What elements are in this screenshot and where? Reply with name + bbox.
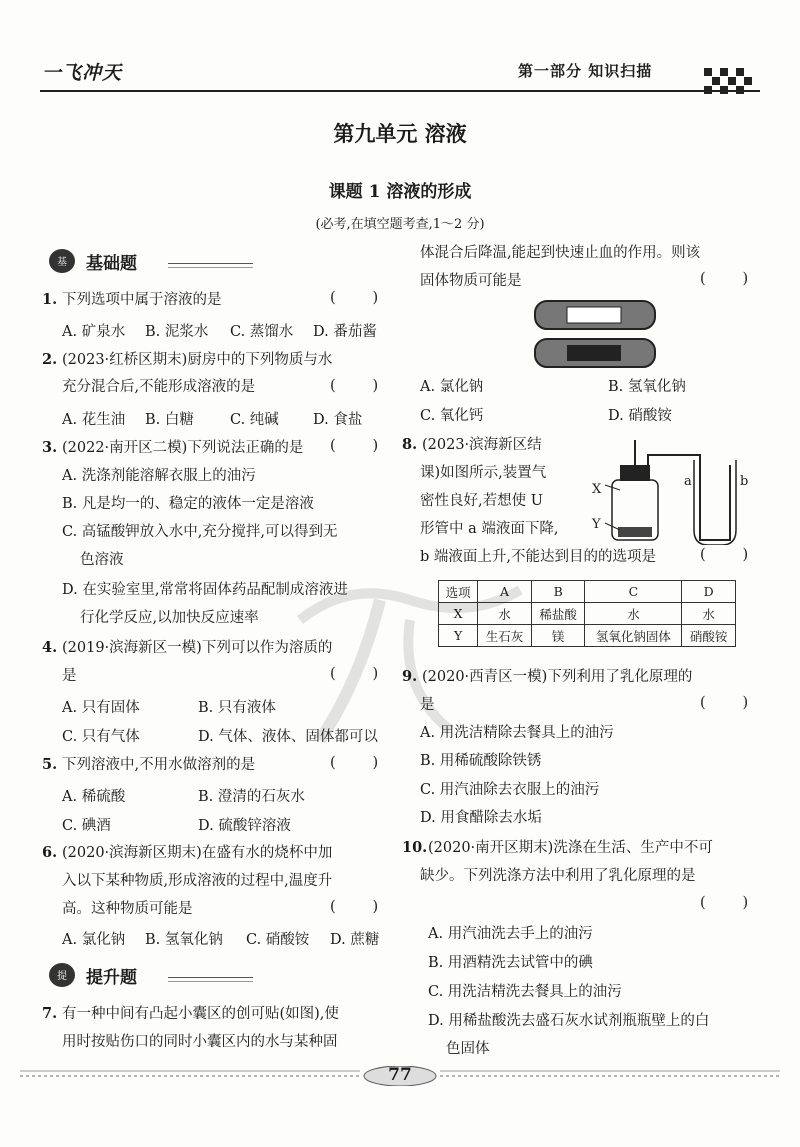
q5-text: 下列溶液中,不用水做溶剂的是 (62, 757, 256, 773)
q9-option-c: C. 用汽油除去衣服上的油污 (420, 782, 600, 798)
q3-option-c-line-2: 色溶液 (80, 552, 124, 568)
q1-option-a: A. 矿泉水 (62, 324, 126, 340)
q10-option-b: B. 用酒精洗去试管中的碘 (428, 955, 593, 971)
apparatus-label-y: Y (592, 517, 601, 532)
table-header-row (439, 581, 736, 603)
q7-line-4: 固体物质可能是 (420, 273, 522, 289)
q4-option-a: A. 只有固体 (62, 700, 140, 716)
q2-line-2: 充分混合后,不能形成溶液的是 (62, 379, 256, 395)
q2-option-c: C. 纯碱 (230, 412, 279, 428)
q6-option-b: B. 氢氧化钠 (145, 932, 223, 948)
q3-option-a: A. 洗涤剂能溶解衣服上的油污 (62, 468, 256, 484)
table-cell: 生石灰 (478, 625, 532, 647)
q7-line-1: 有一种中间有凸起小囊区的创可贴(如图),使 (62, 1006, 339, 1022)
table-cell: 水 (682, 603, 736, 625)
q3-option-d-line-2: 行化学反应,以加快反应速率 (80, 610, 259, 626)
q10-number: 10. (402, 839, 428, 856)
q1-text: 下列选项中属于溶液的是 (62, 292, 222, 308)
table-cell: 氢氧化钠固体 (585, 625, 682, 647)
q7-option-d: D. 硝酸铵 (608, 408, 672, 424)
q9-option-d: D. 用食醋除去水垢 (420, 810, 542, 826)
q6-line-2: 入以下某种物质,形成溶液的过程中,温度升 (62, 873, 333, 889)
q10-option-d-line-1: D. 用稀盐酸洗去盛石灰水试剂瓶瓶壁上的白 (428, 1013, 710, 1029)
q1-number: 1. (42, 291, 58, 308)
q8-line-4: 形管中 a 端液面下降, (420, 521, 559, 537)
table-header-cell: B (531, 581, 585, 603)
q3-option-b: B. 凡是均一的、稳定的液体一定是溶液 (62, 496, 314, 512)
apparatus-label-x: X (592, 482, 602, 497)
q2-option-a: A. 花生油 (62, 412, 126, 428)
section-basic (48, 248, 253, 274)
q10-option-d-line-2: 色固体 (446, 1041, 490, 1057)
q3-number: 3. (42, 439, 58, 456)
q6-option-a: A. 氯化钠 (62, 932, 126, 948)
q7-option-b: B. 氢氧化钠 (608, 379, 686, 395)
q10-option-a: A. 用汽油洗去手上的油污 (428, 926, 593, 942)
q3-text: (2022·南开区二模)下列说法正确的是 (62, 440, 304, 456)
q6-line-1: (2020·滨海新区期末)在盛有水的烧杯中加 (62, 845, 333, 861)
table-cell: 水 (585, 603, 682, 625)
section-advanced (48, 962, 253, 988)
svg-text:基: 基 (57, 257, 67, 268)
q1-option-c: C. 蒸馏水 (230, 324, 294, 340)
table-cell: X (439, 603, 478, 625)
table-header-cell: D (682, 581, 736, 603)
q6-option-c: C. 硝酸铵 (246, 932, 310, 948)
q8-number: 8. (402, 436, 418, 453)
q9-option-a: A. 用洗洁精除去餐具上的油污 (420, 725, 614, 741)
unit-title: 第九单元 溶液 (333, 121, 467, 146)
q10-answer-blank[interactable]: ( ) (700, 895, 749, 911)
svg-text:提: 提 (57, 971, 67, 982)
table-header-cell: 选项 (439, 581, 478, 603)
q4-text-end: 是 (62, 668, 77, 684)
q4-option-d: D. 气体、液体、固体都可以 (198, 729, 378, 745)
table-cell: 水 (478, 603, 532, 625)
q2-option-d: D. 食盐 (313, 412, 363, 428)
table-cell: 稀盐酸 (531, 603, 585, 625)
q9-line-2: 是 (420, 697, 435, 713)
q9-line-1: (2020·西青区一模)下列利用了乳化原理的 (422, 669, 693, 685)
q4-number: 4. (42, 639, 58, 656)
q7-option-a: A. 氯化钠 (420, 379, 484, 395)
q4-text: (2019·滨海新区一模)下列可以作为溶质的 (62, 640, 333, 656)
q8-line-2: 课)如图所示,装置气 (420, 465, 547, 481)
q7-line-2: 用时按贴伤口的同时小囊区内的水与某种固 (62, 1034, 338, 1050)
page-number: 77 (388, 1065, 412, 1085)
q9-option-b: B. 用稀硫酸除铁锈 (420, 753, 542, 769)
lesson-title: 课题 1 溶液的形成 (328, 182, 472, 202)
q6-option-d: D. 蔗糖 (330, 932, 380, 948)
table-cell: 硝酸铵 (682, 625, 736, 647)
q7-line-3: 体混合后降温,能起到快速止血的作用。则该 (420, 245, 701, 261)
basic-section-icon (48, 248, 76, 274)
q6-line-3: 高。这种物质可能是 (62, 901, 193, 917)
q3-option-d-line-1: D. 在实验室里,常常将固体药品配制成溶液进 (62, 582, 348, 598)
table-header-cell: C (585, 581, 682, 603)
q2-number: 2. (42, 351, 58, 368)
q2-option-b: B. 白糖 (145, 412, 194, 428)
q10-line-2: 缺少。下列洗涤方法中利用了乳化原理的是 (420, 868, 696, 884)
table-header-cell: A (478, 581, 532, 603)
q8-options-table (438, 580, 736, 647)
q4-answer-blank[interactable]: ( ) (330, 666, 379, 682)
q8-line-1: (2023·滨海新区结 (422, 437, 542, 453)
q8-answer-blank[interactable]: ( ) (700, 547, 749, 563)
header-logo: 一飞冲天 (42, 62, 123, 84)
table-cell: 镁 (531, 625, 585, 647)
table-row (439, 625, 736, 647)
q3-option-c-line-1: C. 高锰酸钾放入水中,充分搅拌,可以得到无 (62, 524, 338, 540)
q5-option-d: D. 硫酸锌溶液 (198, 818, 291, 834)
apparatus-label-b: b (740, 474, 749, 489)
q9-answer-blank[interactable]: ( ) (700, 695, 749, 711)
q5-option-b: B. 澄清的石灰水 (198, 789, 305, 805)
apparatus-figure (590, 435, 765, 545)
q7-answer-blank[interactable]: ( ) (700, 271, 749, 287)
bandage-figure (533, 299, 658, 371)
q8-line-5: b 端液面上升,不能达到目的的选项是 (420, 549, 656, 565)
header-rule (40, 90, 760, 92)
q5-option-c: C. 碘酒 (62, 818, 111, 834)
q10-option-c: C. 用洗洁精洗去餐具上的油污 (428, 984, 622, 1000)
q9-number: 9. (402, 668, 418, 685)
q1-answer-blank[interactable]: ( ) (330, 290, 379, 306)
exam-note: (必考,在填空题考查,1～2 分) (315, 217, 485, 232)
apparatus-label-a: a (684, 474, 692, 489)
q3-answer-blank[interactable]: ( ) (330, 438, 379, 454)
q1-option-d: D. 番茄酱 (313, 324, 377, 340)
q5-number: 5. (42, 756, 58, 773)
q4-option-c: C. 只有气体 (62, 729, 140, 745)
table-row (439, 603, 736, 625)
q5-answer-blank[interactable]: ( ) (330, 755, 379, 771)
section-basic-label: 基础题 (86, 254, 137, 274)
q7-option-c: C. 氧化钙 (420, 408, 484, 424)
q6-number: 6. (42, 844, 58, 861)
section-advanced-label: 提升题 (86, 968, 137, 988)
q10-line-1: (2020·南开区期末)洗涤在生活、生产中不可 (428, 840, 713, 856)
q4-option-b: B. 只有液体 (198, 700, 276, 716)
q7-number: 7. (42, 1005, 58, 1022)
q1-option-b: B. 泥浆水 (145, 324, 209, 340)
q5-option-a: A. 稀硫酸 (62, 789, 126, 805)
header-section: 第一部分 知识扫描 (518, 62, 653, 80)
advanced-section-icon (48, 962, 76, 988)
q2-line-1: (2023·红桥区期末)厨房中的下列物质与水 (62, 352, 333, 368)
q2-answer-blank[interactable]: ( ) (330, 378, 379, 394)
q8-line-3: 密性良好,若想使 U (420, 493, 543, 509)
table-cell: Y (439, 625, 478, 647)
q6-answer-blank[interactable]: ( ) (330, 899, 379, 915)
